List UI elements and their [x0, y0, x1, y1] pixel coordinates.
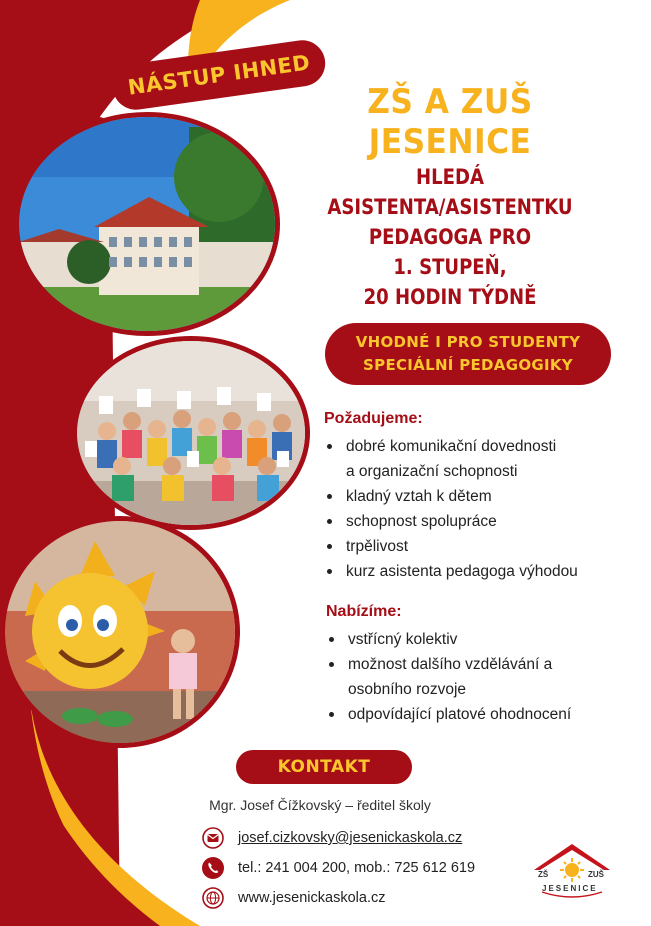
- logo-right-text: ZUŠ: [588, 870, 604, 879]
- email-row: [202, 826, 462, 850]
- headline-line: 1. STUPEŇ,: [393, 255, 507, 279]
- list-item: odpovídající platové ohodnocení: [326, 702, 646, 727]
- contact-person: Mgr. Josef Čížkovský – ředitel školy: [209, 797, 431, 813]
- offer-list: [326, 627, 646, 727]
- list-item: trpělivost: [324, 534, 644, 559]
- headline-line: HLEDÁ ASISTENTA/ASISTENTKU: [327, 165, 573, 219]
- globe-icon: [202, 887, 224, 909]
- pill-line: VHODNÉ I PRO STUDENTY: [355, 333, 581, 351]
- phone-icon: [202, 857, 224, 879]
- requirements-list: [324, 434, 644, 584]
- contact-heading: KONTAKT: [236, 750, 412, 784]
- web-row: [202, 886, 385, 910]
- school-title: ZŠ A ZUŠ JESENICE: [367, 82, 533, 162]
- list-item: vstřícný kolektiv: [326, 627, 646, 652]
- email-link[interactable]: josef.cizkovsky@jesenickaskola.cz: [238, 830, 463, 846]
- requirements-section: [324, 410, 644, 584]
- start-immediately-badge: NÁSTUP IHNED: [110, 37, 328, 112]
- list-item: kladný vztah k dětem: [324, 484, 644, 509]
- headline-line: PEDAGOGA PRO: [368, 225, 532, 249]
- list-item: možnost dalšího vzdělávání a osobního rozvoje: [326, 652, 646, 702]
- logo-left-text: ZŠ: [538, 870, 549, 879]
- list-item: schopnost spolupráce: [324, 509, 644, 534]
- logo-name-text: JESENICE: [542, 884, 598, 893]
- pill-line: SPECIÁLNÍ PEDAGOGIKY: [363, 356, 573, 374]
- offer-section: [326, 603, 646, 727]
- list-item: dobré komunikační dovednosti a organizační schopnosti: [324, 434, 644, 484]
- list-item: kurz asistenta pedagoga výhodou: [324, 559, 644, 584]
- offer-heading: Nabízíme:: [326, 603, 402, 620]
- mail-icon: [202, 827, 224, 849]
- school-building-photo: [14, 112, 280, 336]
- children-photo: [72, 336, 310, 530]
- mascot-photo: [0, 516, 240, 748]
- phone-row: [202, 856, 475, 880]
- phone-numbers: tel.: 241 004 200, mob.: 725 612 619: [238, 860, 476, 876]
- headline-line: 20 HODIN TÝDNĚ: [363, 285, 537, 309]
- students-suitable-pill: [325, 323, 611, 385]
- requirements-heading: Požadujeme:: [324, 410, 423, 427]
- school-logo: [532, 840, 612, 902]
- website-link[interactable]: www.jesenickaskola.cz: [238, 890, 386, 906]
- job-headline: [312, 162, 587, 312]
